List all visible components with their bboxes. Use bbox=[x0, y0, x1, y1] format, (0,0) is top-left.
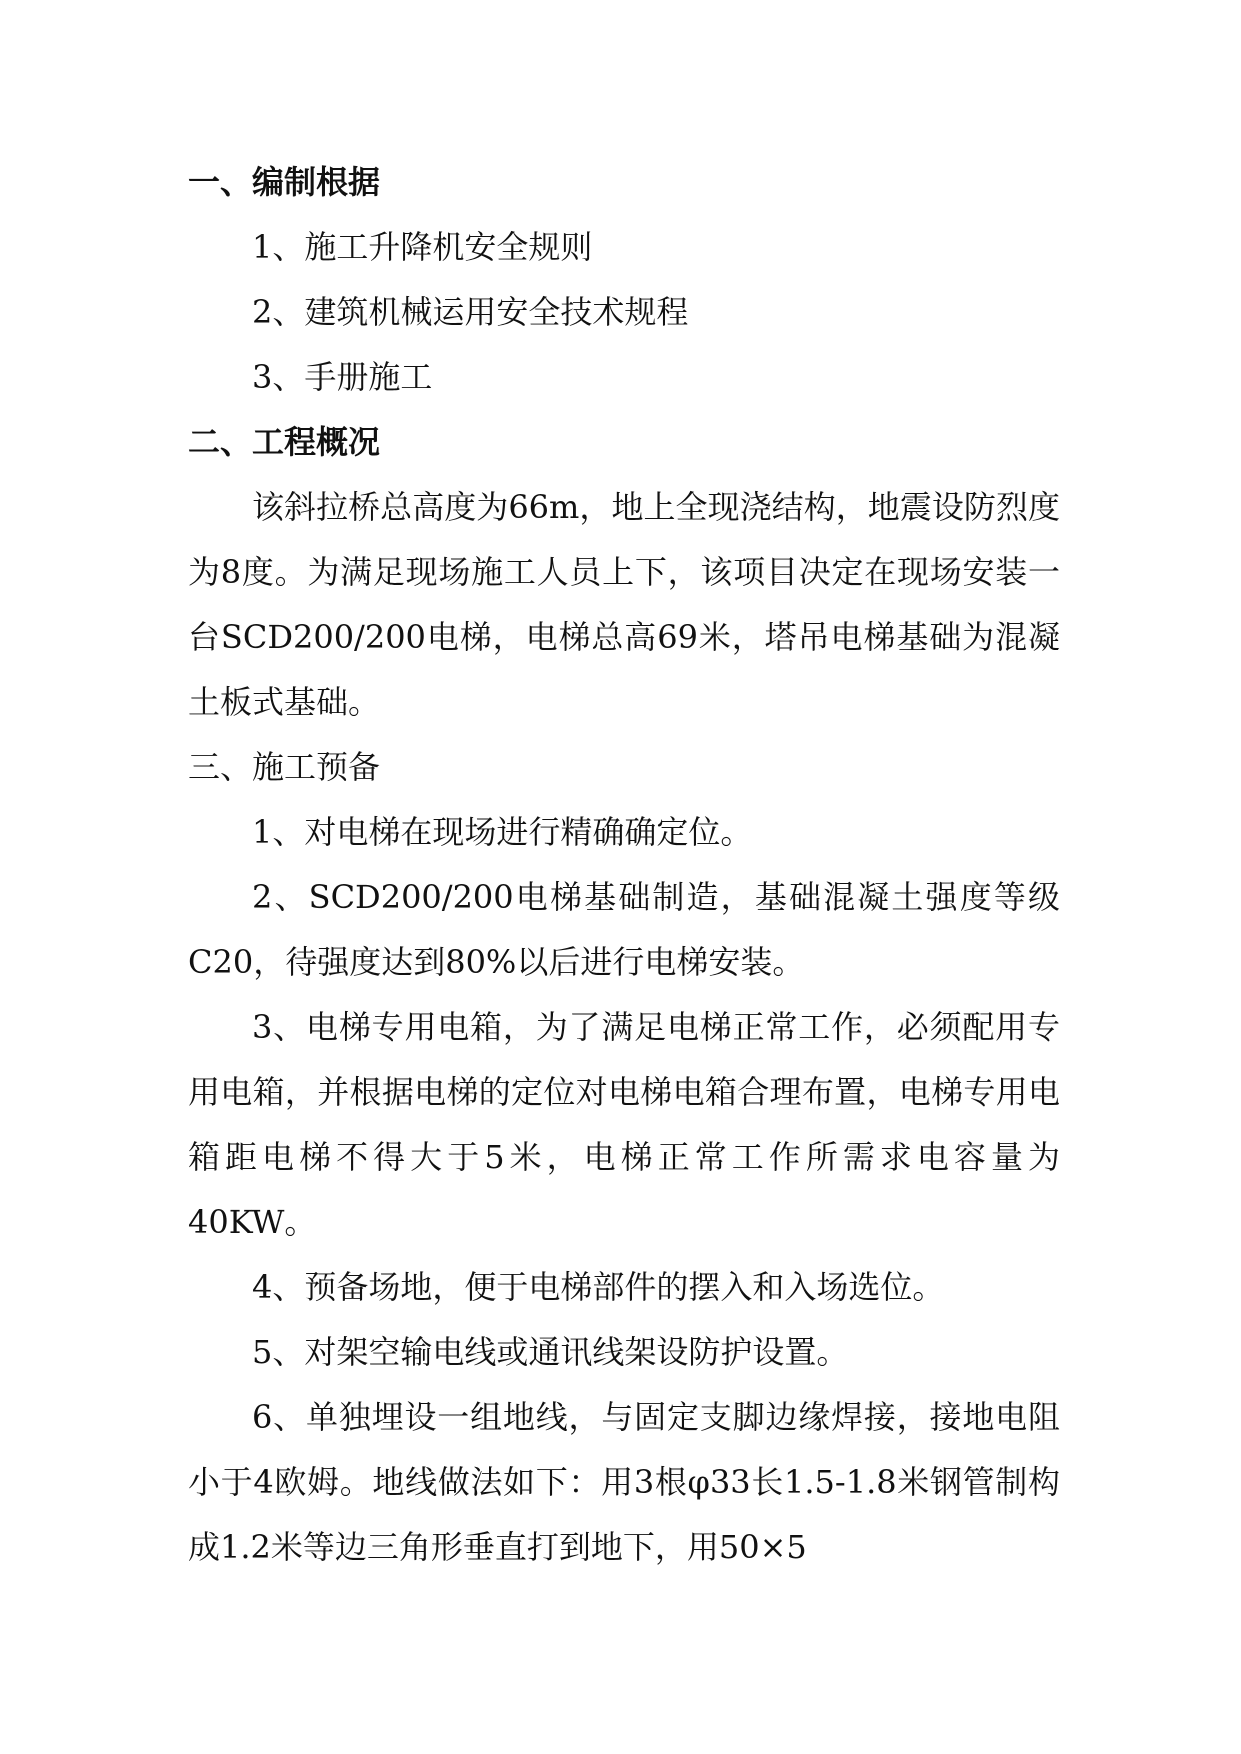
section-heading-preparation: 三、施工预备 bbox=[188, 748, 381, 786]
preparation-item: 1、对电梯在现场进行精确确定位。 bbox=[252, 813, 753, 851]
preparation-item: 5、对架空输电线或通讯线架设防护设置。 bbox=[252, 1333, 849, 1371]
overview-paragraph: 该斜拉桥总高度为66m，地上全现浇结构，地震设防烈度为8度。为满足现场施工人员上下，该项目决定在现场安装一台SCD200/200电梯，电梯总高69米，塔吊电梯基础为混凝土板式基础。 bbox=[188, 488, 1060, 721]
preparation-item: 2、SCD200/200电梯基础制造，基础混凝土强度等级C20，待强度达到80%以后进行电梯安装。 bbox=[188, 878, 1060, 981]
section-heading-overview: 二、工程概况 bbox=[188, 423, 381, 461]
preparation-item: 4、预备场地，便于电梯部件的摆入和入场选位。 bbox=[252, 1268, 945, 1306]
preparation-item: 3、电梯专用电箱，为了满足电梯正常工作，必须配用专用电箱，并根据电梯的定位对电梯电箱合理布置，电梯专用电箱距电梯不得大于5米，电梯正常工作所需求电容量为40KW。 bbox=[188, 1008, 1060, 1241]
basis-item: 2、建筑机械运用安全技术规程 bbox=[252, 293, 689, 331]
document-page bbox=[188, 150, 1060, 1580]
preparation-item: 6、单独埋设一组地线，与固定支脚边缘焊接，接地电阻小于4欧姆。地线做法如下：用3根φ33长1.5-1.8米钢管制构成1.2米等边三角形垂直打到地下，用50×5 bbox=[188, 1398, 1060, 1566]
section-heading-basis: 一、编制根据 bbox=[188, 163, 381, 201]
basis-item: 1、施工升降机安全规则 bbox=[252, 228, 593, 266]
basis-item: 3、手册施工 bbox=[252, 358, 433, 396]
